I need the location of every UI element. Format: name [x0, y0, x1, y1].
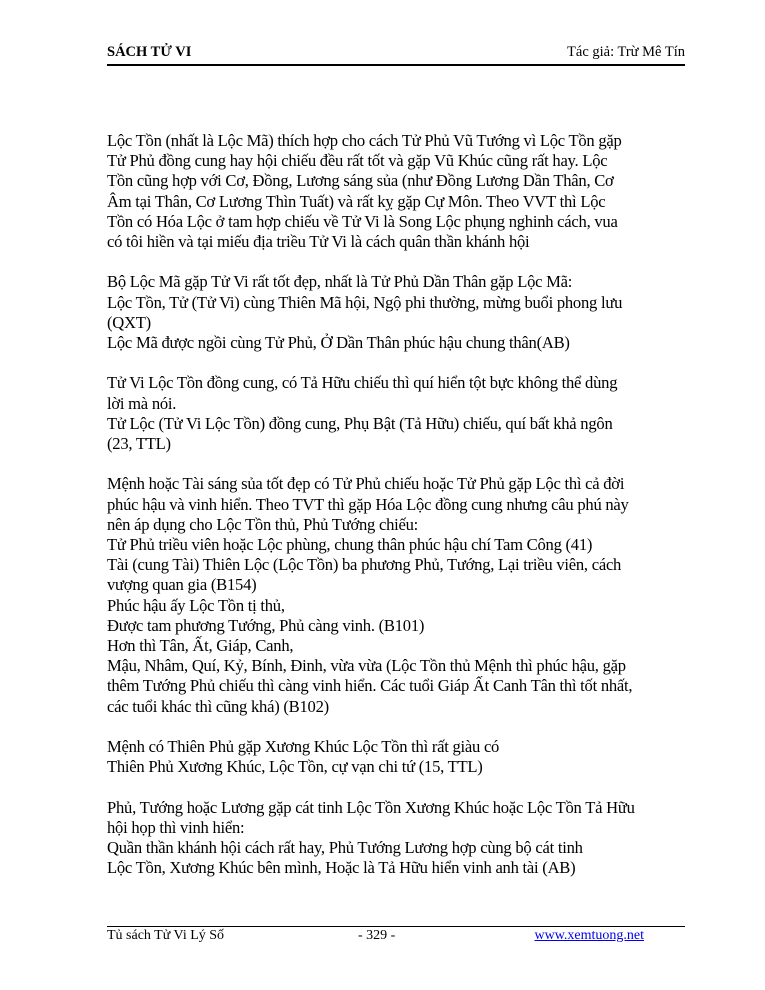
paragraph — [107, 798, 697, 879]
document-body — [107, 131, 697, 899]
text-line: Tử Lộc (Tử Vi Lộc Tồn) đồng cung, Phụ Bật (Tả Hữu) chiếu, quí bất khả ngôn — [107, 413, 613, 433]
text-line: các tuổi khác thì cũng khá) (B102) — [107, 696, 329, 716]
page-header — [107, 44, 685, 64]
book-title: SÁCH TỬ VI — [107, 44, 192, 60]
text-line: Phủ, Tướng hoặc Lương gặp cát tinh Lộc Tồn Xương Khúc hoặc Lộc Tồn Tả Hữu — [107, 797, 635, 817]
series-title: Tủ sách Tử Vi Lý Số — [107, 928, 225, 943]
page-footer — [107, 928, 685, 946]
text-line: Tài (cung Tài) Thiên Lộc (Lộc Tồn) ba phương Phủ, Tướng, Lại triều viên, cách — [107, 555, 622, 575]
text-line: Tồn cũng hợp với Cơ, Đồng, Lương sáng sủa (như Đồng Lương Dần Thân, Cơ — [107, 171, 614, 191]
text-line: phúc hậu và vinh hiển. Theo TVT thì gặp Hóa Lộc đồng cung nhưng câu phú này — [107, 494, 629, 514]
text-line: có tôi hiền và tại miếu địa triều Tử Vi là cách quân thần khánh hội — [107, 232, 530, 252]
paragraph — [107, 737, 697, 777]
text-line: Tử Phủ triều viên hoặc Lộc phùng, chung thân phúc hậu chí Tam Công (41) — [107, 535, 593, 555]
text-line: Lộc Tồn, Tử (Tử Vi) cùng Thiên Mã hội, Ngộ phi thường, mừng buổi phong lưu — [107, 292, 623, 312]
text-line: thêm Tướng Phủ chiếu thì càng vinh hiển. Các tuổi Giáp Ất Canh Tân thì tốt nhất, — [107, 676, 633, 696]
text-line: Được tam phương Tướng, Phủ càng vinh. (B101) — [107, 615, 425, 635]
text-line: Hơn thì Tân, Ất, Giáp, Canh, — [107, 636, 294, 656]
text-line: Tử Phủ đồng cung hay hội chiếu đều rất tốt và gặp Vũ Khúc cũng rất hay. Lộc — [107, 151, 608, 171]
text-line: vượng quan gia (B154) — [107, 575, 257, 595]
text-line: nên áp dụng cho Lộc Tồn thủ, Phủ Tướng chiếu: — [107, 514, 418, 534]
text-line: Quần thần khánh hội cách rất hay, Phủ Tướng Lương hợp cùng bộ cát tinh — [107, 838, 583, 858]
paragraph — [107, 131, 697, 252]
text-line: Phúc hậu ấy Lộc Tồn tị thủ, — [107, 595, 285, 615]
text-line: Mệnh có Thiên Phủ gặp Xương Khúc Lộc Tồn thì rất giàu có — [107, 737, 500, 757]
author-label: Tác giả: Trừ Mê Tín — [567, 44, 685, 60]
footer-divider — [107, 926, 685, 927]
paragraph — [107, 272, 697, 353]
paragraph — [107, 373, 697, 454]
text-line: Mệnh hoặc Tài sáng sủa tốt đẹp có Tử Phủ chiếu hoặc Tử Phủ gặp Lộc thì cả đời — [107, 474, 625, 494]
text-line: Tồn có Hóa Lộc ở tam hợp chiếu về Tử Vi là Song Lộc phụng nghinh cách, vua — [107, 211, 618, 231]
website-link[interactable]: www.xemtuong.net — [534, 928, 644, 943]
page-number: - 329 - — [358, 928, 396, 943]
text-line: Tử Vi Lộc Tồn đồng cung, có Tả Hữu chiếu thì quí hiển tột bực không thể dùng — [107, 373, 618, 393]
paragraph — [107, 474, 697, 716]
text-line: hội họp thì vinh hiển: — [107, 817, 245, 837]
text-line: (23, TTL) — [107, 434, 171, 454]
text-line: Lộc Tồn (nhất là Lộc Mã) thích hợp cho cách Tử Phủ Vũ Tướng vì Lộc Tồn gặp — [107, 131, 622, 150]
text-line: lời mà nói. — [107, 393, 177, 413]
text-line: Bộ Lộc Mã gặp Tử Vi rất tốt đẹp, nhất là Tử Phủ Dần Thân gặp Lộc Mã: — [107, 272, 573, 292]
text-line: Mậu, Nhâm, Quí, Kỷ, Bính, Đinh, vừa vừa (Lộc Tồn thủ Mệnh thì phúc hậu, gặp — [107, 656, 626, 676]
text-line: (QXT) — [107, 312, 151, 332]
text-line: Thiên Phủ Xương Khúc, Lộc Tồn, cự vạn chi tứ (15, TTL) — [107, 757, 483, 777]
text-line: Lộc Tồn, Xương Khúc bên mình, Hoặc là Tả Hữu hiển vinh anh tài (AB) — [107, 858, 576, 878]
header-divider — [107, 64, 685, 66]
text-line: Âm tại Thân, Cơ Lương Thìn Tuất) và rất kỵ gặp Cự Môn. Theo VVT thì Lộc — [107, 191, 606, 211]
text-line: Lộc Mã được ngồi cùng Tử Phủ, Ở Dần Thân phúc hậu chung thân(AB) — [107, 333, 570, 353]
